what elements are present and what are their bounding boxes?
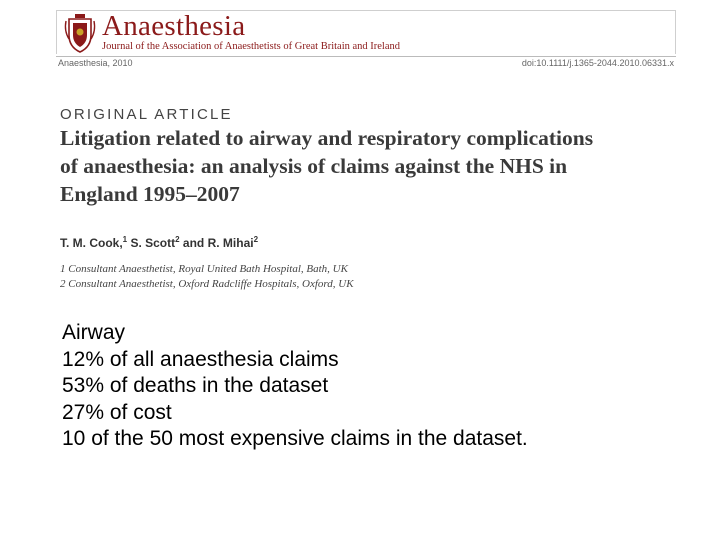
summary-text <box>62 320 528 453</box>
affiliation: 2 Consultant Anaesthetist, Oxford Radcliffe Hospitals, Oxford, UK <box>60 278 354 290</box>
journal-name: Anaesthesia <box>102 10 246 42</box>
author-name: S. Scott <box>127 236 176 250</box>
title-line: of anaesthesia: an analysis of claims against the NHS in <box>60 154 568 178</box>
citation: Anaesthesia, 2010 <box>58 58 133 68</box>
summary-line: 27% of cost <box>62 400 172 424</box>
author-name: and R. Mihai <box>179 236 254 250</box>
citation-bar <box>56 56 676 69</box>
title-line: England 1995–2007 <box>60 182 240 206</box>
summary-line: 10 of the 50 most expensive claims in the dataset. <box>62 427 528 450</box>
crest-icon <box>63 13 97 53</box>
author-affil-mark: 1 <box>122 235 128 244</box>
journal-header <box>56 10 676 54</box>
author-list <box>60 235 258 250</box>
author-affil-mark: 2 <box>175 235 180 244</box>
doi-link[interactable]: doi:10.1111/j.1365-2044.2010.06331.x <box>521 58 674 68</box>
journal-subtitle: Journal of the Association of Anaesthetists of Great Britain and Ireland <box>102 41 401 52</box>
affiliation: 1 Consultant Anaesthetist, Royal United Bath Hospital, Bath, UK <box>60 263 348 275</box>
article-title <box>60 124 700 208</box>
summary-line: Airway <box>62 321 126 344</box>
author-affil-mark: 2 <box>253 235 259 244</box>
summary-line: 12% of all anaesthesia claims <box>62 347 339 371</box>
section-label: ORIGINAL ARTICLE <box>60 106 233 123</box>
author-name: T. M. Cook, <box>60 236 123 250</box>
title-line: Litigation related to airway and respiratory complications <box>60 126 594 150</box>
summary-line: 53% of deaths in the dataset <box>62 374 329 397</box>
